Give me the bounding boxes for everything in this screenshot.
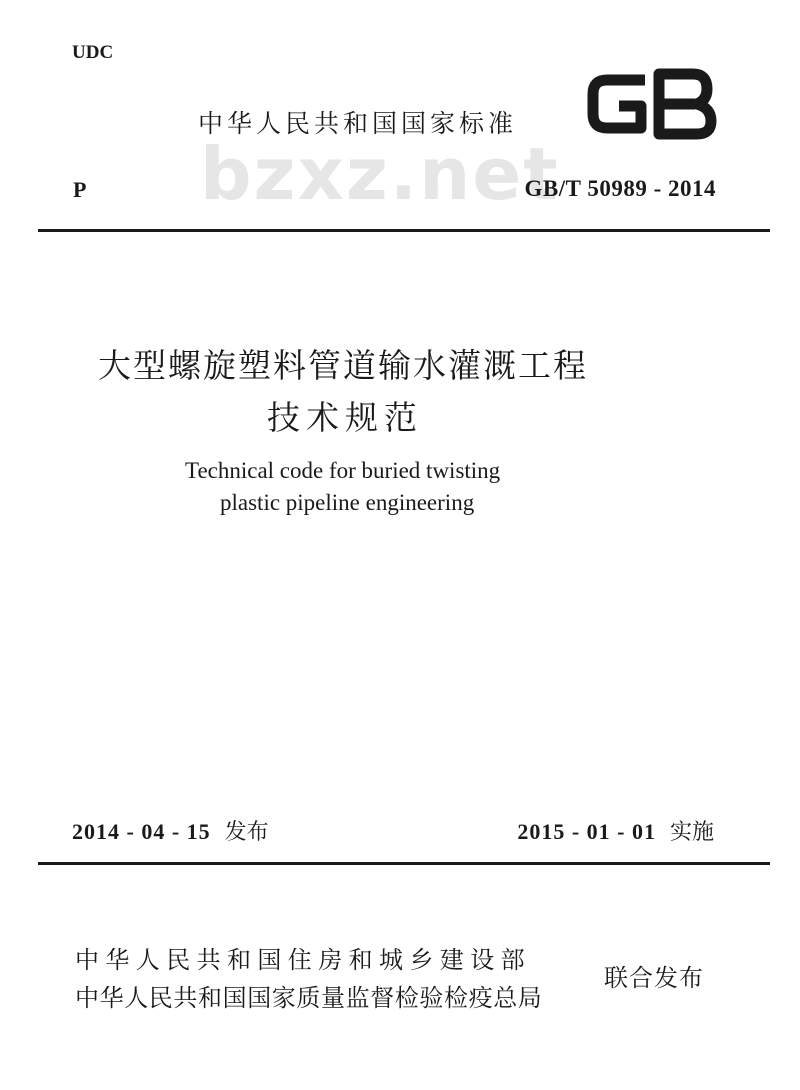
standard-category-title: 中华人民共和国国家标准 [198, 109, 518, 138]
title-en-line2: plastic pipeline engineering [220, 490, 475, 515]
title-en-line1: Technical code for buried twisting [185, 458, 501, 483]
standard-number: GB/T 50989 - 2014 [524, 176, 716, 201]
implement-label: 实施 [669, 820, 714, 845]
issue-label: 发布 [224, 820, 269, 845]
issuer-line2: 中华人民共和国国家质量监督检验检疫总局 [75, 984, 543, 1012]
watermark: bzxz.net [200, 132, 560, 216]
title-cn-line2: 技术规范 [267, 398, 423, 437]
joint-issue-label: 联合发布 [604, 964, 704, 992]
title-cn-line1: 大型螺旋塑料管道输水灌溉工程 [98, 346, 588, 385]
gb-logo [585, 66, 719, 142]
issue-date: 2014 - 04 - 15 [72, 819, 211, 844]
top-divider [38, 229, 770, 232]
bottom-divider [38, 862, 770, 865]
issue-date-block [72, 815, 269, 846]
issuer-line1: 中华人民共和国住房和城乡建设部 [75, 946, 531, 974]
implement-date: 2015 - 01 - 01 [517, 819, 656, 844]
classification-code: P [73, 177, 87, 202]
implement-date-block [517, 815, 714, 846]
udc-label: UDC [72, 42, 114, 63]
